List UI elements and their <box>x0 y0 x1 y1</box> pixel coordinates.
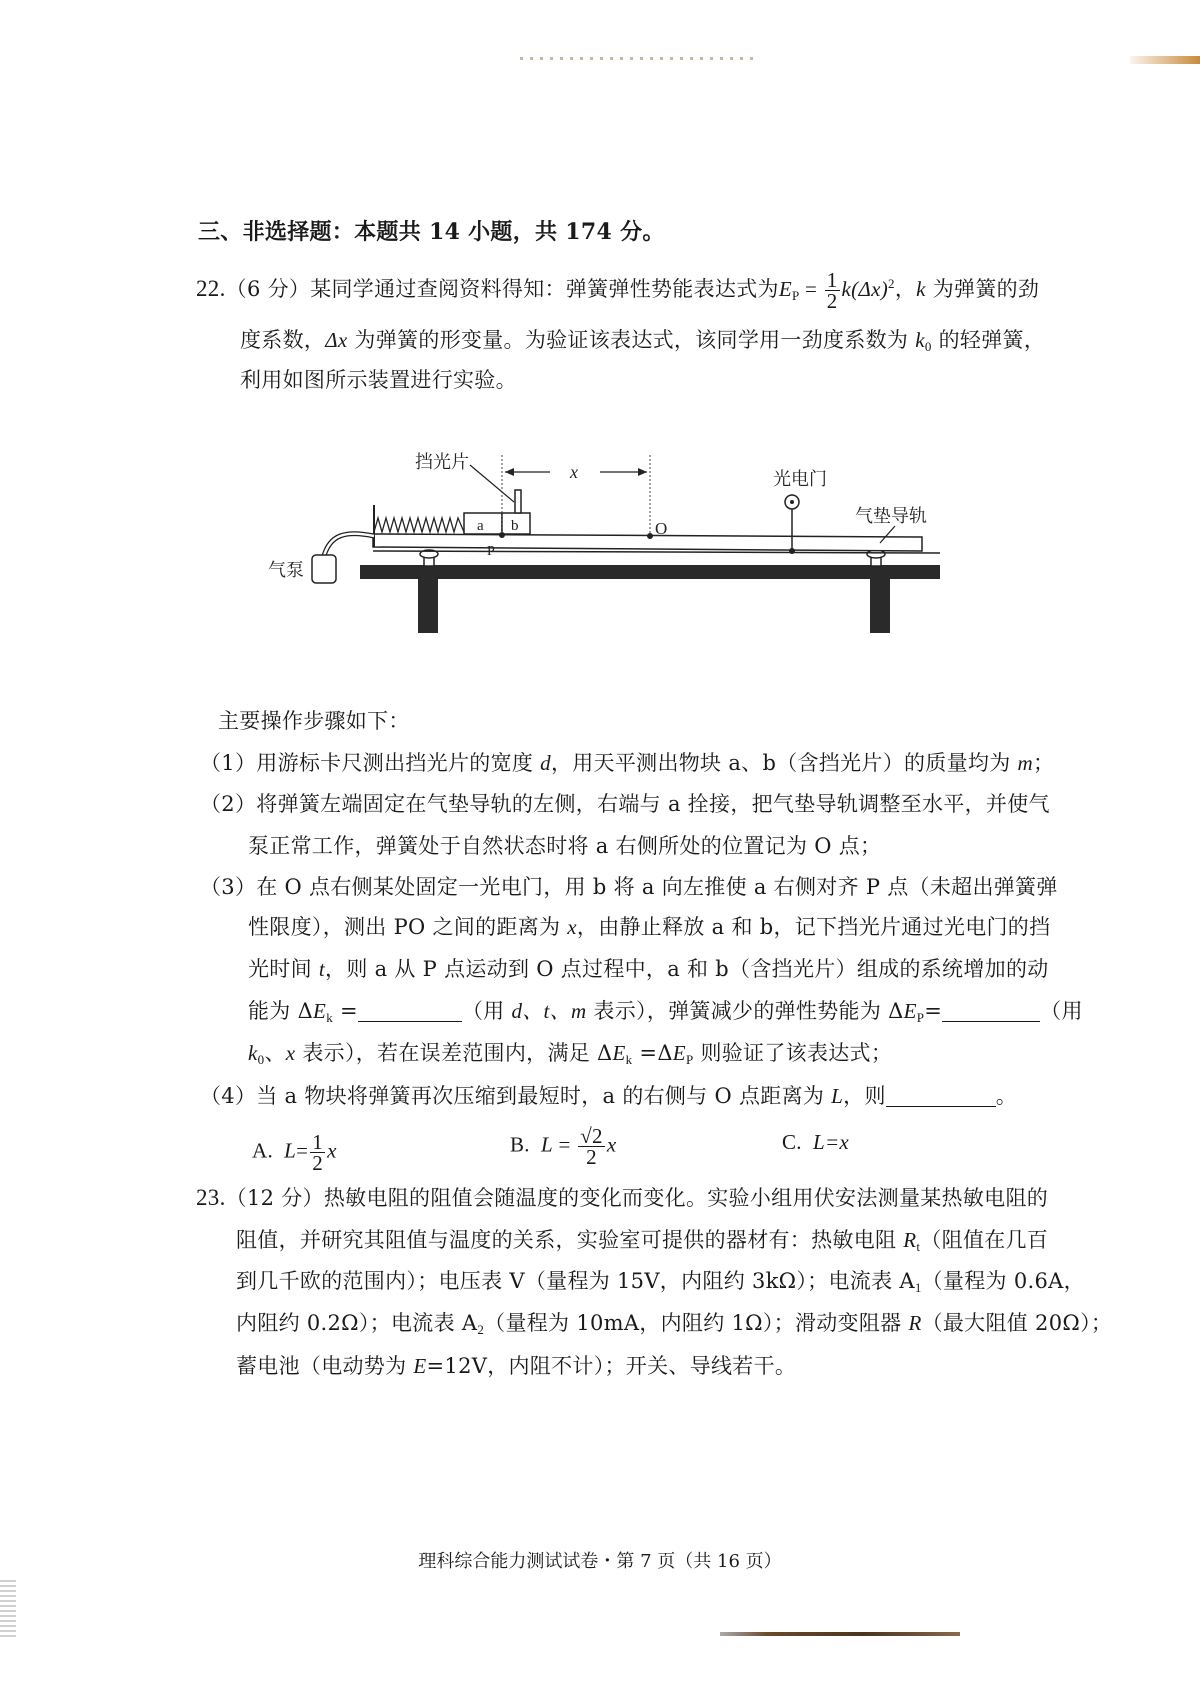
q23-line-4 <box>236 1309 1112 1344</box>
q22-line-2 <box>240 326 1045 361</box>
sub-P: P <box>916 1010 925 1025</box>
text: 将弹簧左端固定在气垫导轨的左侧，右端与 a 拴接，把气垫导轨调整至水平，并使气 <box>256 792 1050 816</box>
q23-line-1 <box>196 1184 1048 1212</box>
text: = <box>333 999 358 1023</box>
sub: 0 <box>924 339 932 354</box>
var-x: x <box>567 915 577 939</box>
fraction-num: 1 <box>312 1130 324 1154</box>
fraction-den: 2 <box>312 1151 324 1175</box>
block-a-label: a <box>477 518 484 534</box>
text: = <box>552 1132 577 1157</box>
step-num: （1） <box>200 751 257 775</box>
q22-line-1 <box>196 270 1039 311</box>
text: 当 a 物块将弹簧再次压缩到最短时，a 的右侧与 O 点距离为 <box>256 1084 832 1108</box>
text: 、 <box>264 1041 286 1065</box>
option-label: B. <box>510 1132 530 1157</box>
table-leg-right <box>870 579 890 633</box>
q23-line-3 <box>236 1267 1085 1302</box>
text: （最大阻值 20Ω）； <box>921 1311 1113 1335</box>
scan-artifact-left <box>0 1580 16 1640</box>
scan-artifact-bottom <box>720 1632 960 1636</box>
label-P: P <box>487 544 495 559</box>
text: （量程为 10mA，内阻约 1Ω）；滑动变阻器 <box>484 1311 909 1335</box>
table-top <box>360 565 940 579</box>
formula-sup: 2 <box>888 276 895 291</box>
air-hose <box>324 534 374 556</box>
text: （阻值在几百 <box>920 1228 1049 1252</box>
text: = <box>296 1138 309 1163</box>
text: ，用天平测出物块 a、b（含挡光片）的质量均为 <box>550 751 1018 775</box>
text: 内阻约 0.2Ω）；电流表 A <box>236 1311 478 1335</box>
q22-line-3: 利用如图所示装置进行实验。 <box>240 368 517 392</box>
step-4 <box>200 1082 1017 1110</box>
var-L: L <box>540 1132 553 1157</box>
point-O <box>647 533 653 539</box>
step-2-line-2: 泵正常工作，弹簧处于自然状态时将 a 右侧所处的位置记为 O 点； <box>248 834 882 858</box>
var-E: E <box>903 999 917 1023</box>
var-k: k <box>916 277 926 301</box>
section-title: 三、非选择题：本题共 14 小题，共 174 分。 <box>198 219 665 245</box>
scan-artifact-top-right <box>1130 56 1200 64</box>
label-x: x <box>570 462 578 482</box>
fraction <box>310 1132 325 1173</box>
q22-intro: 某同学通过查阅资料得知：弹簧弹性势能表达式为 <box>310 277 779 301</box>
q22-line1-tail: 为弹簧的劲 <box>925 277 1040 301</box>
sep: ， <box>894 277 917 301</box>
rail-support-left <box>420 550 438 566</box>
sub-t: t <box>916 1239 921 1254</box>
sub-k: k <box>326 1010 333 1025</box>
sub: 0 <box>257 1052 265 1067</box>
steps-title: 主要操作步骤如下： <box>218 709 410 733</box>
option-a[interactable] <box>252 1132 337 1173</box>
text: ，由静止释放 a 和 b，记下挡光片通过光电门的挡 <box>576 915 1051 939</box>
fraction-num: 1 <box>826 268 838 292</box>
scan-artifact-top <box>520 57 760 60</box>
fraction <box>578 1126 605 1167</box>
step-3-line-3 <box>248 955 1049 983</box>
text: 在 O 点右侧某处固定一光电门，用 b 将 a 向左推使 a 右侧对齐 P 点（未超出弹簧弹 <box>256 875 1058 899</box>
var-m: m <box>1017 751 1033 775</box>
text: =12V，内阻不计）；开关、导线若干。 <box>426 1354 797 1378</box>
sub-2: 2 <box>477 1322 485 1337</box>
sub-k: k <box>625 1052 633 1067</box>
formula-eq: = <box>799 277 823 301</box>
text: 热敏电阻的阻值会随温度的变化而变化。实验小组用伏安法测量某热敏电阻的 <box>323 1186 1049 1210</box>
label-photogate: 光电门 <box>773 469 827 490</box>
text: 。 <box>995 1084 1018 1108</box>
var-x: x <box>606 1132 617 1157</box>
text: （量程为 0.6A， <box>921 1269 1085 1293</box>
var-L: L <box>831 1084 844 1108</box>
step-2-line-1 <box>200 790 1050 818</box>
label-air-rail: 气垫导轨 <box>855 506 927 527</box>
var-E: E <box>413 1354 427 1378</box>
text: 用游标卡尺测出挡光片的宽度 <box>256 751 541 775</box>
vars: d、t、m <box>511 999 587 1023</box>
q23-line-5 <box>236 1352 796 1380</box>
experiment-figure <box>250 430 960 650</box>
text: =Δ <box>632 1041 673 1065</box>
page-footer: 理科综合能力测试试卷・第 7 页（共 16 页） <box>418 1551 782 1572</box>
step-3-line-5 <box>248 1039 892 1074</box>
q22-number: 22. <box>196 276 226 301</box>
var-x: x <box>327 1138 337 1163</box>
option-b[interactable] <box>510 1126 616 1167</box>
text: ，则 a 从 P 点运动到 O 点过程中，a 和 b（含挡光片）组成的系统增加的动 <box>325 957 1049 981</box>
block-b-label: b <box>511 518 519 534</box>
light-shield <box>515 490 521 513</box>
text: 表示），若在误差范围内，满足 Δ <box>295 1041 613 1065</box>
q22-score: （6 分） <box>225 277 311 301</box>
var-dx: Δx <box>325 328 348 352</box>
text: 为弹簧的形变量。为验证该表达式，该同学用一劲度系数为 <box>347 328 916 352</box>
text: 性限度），测出 PO 之间的距离为 <box>248 915 568 939</box>
text: = <box>924 999 943 1023</box>
q23-number: 23. <box>196 1185 226 1210</box>
option-text: L=x <box>812 1130 850 1154</box>
var-k0: k <box>915 328 925 352</box>
var-E: E <box>612 1041 626 1065</box>
label-light-shield: 挡光片 <box>415 452 469 473</box>
text: 光时间 <box>248 957 319 981</box>
option-label: A. <box>252 1138 274 1163</box>
var-E: E <box>313 999 327 1023</box>
var-E: E <box>672 1041 686 1065</box>
q23-line-2 <box>236 1226 1048 1261</box>
step-3-line-2 <box>248 913 1050 941</box>
step-3-line-1 <box>200 873 1058 901</box>
text: 表示），弹簧减少的弹性势能为 Δ <box>586 999 904 1023</box>
answer-blank-dEk[interactable] <box>358 999 462 1022</box>
formula-E: E <box>778 277 792 301</box>
text: 能为 Δ <box>248 999 314 1023</box>
formula-rest: k(Δx) <box>841 277 888 301</box>
fraction-den: 2 <box>586 1145 597 1169</box>
table-leg-left <box>418 579 438 633</box>
var-t: t <box>318 957 326 981</box>
var-x: x <box>285 1041 296 1065</box>
answer-blank-dEp[interactable] <box>942 999 1040 1022</box>
step-num: （3） <box>200 875 257 899</box>
step-3-line-4 <box>248 997 1083 1032</box>
text: 的轻弹簧， <box>931 328 1046 352</box>
fraction-den: 2 <box>826 289 838 313</box>
formula-fraction <box>825 270 840 311</box>
option-c[interactable] <box>782 1128 849 1156</box>
formula-E-sub: P <box>791 288 800 303</box>
var-L: L <box>284 1138 297 1163</box>
var-d: d <box>540 751 551 775</box>
text: 阻值，并研究其阻值与温度的关系，实验室可提供的器材有：热敏电阻 <box>236 1228 904 1252</box>
option-label: C. <box>782 1130 802 1154</box>
text: 则验证了该表达式； <box>693 1041 893 1065</box>
q23-score: （12 分） <box>225 1186 324 1210</box>
air-pump <box>312 555 336 583</box>
label-O: O <box>655 519 668 538</box>
text: 到几千欧的范围内）；电压表 V（量程为 15V，内阻约 3kΩ）；电流表 A <box>236 1269 915 1293</box>
text: 蓄电池（电动势为 <box>236 1354 414 1378</box>
answer-blank-step4[interactable] <box>886 1084 996 1107</box>
text: ，则 <box>843 1084 886 1108</box>
step-num: （4） <box>200 1084 257 1108</box>
step-num: （2） <box>200 792 257 816</box>
spring <box>374 518 464 532</box>
var-R: R <box>903 1228 917 1252</box>
text: （用 <box>1040 999 1083 1023</box>
text: （用 <box>461 999 512 1023</box>
var-R: R <box>908 1311 922 1335</box>
text: 度系数， <box>240 328 326 352</box>
text: ； <box>1032 751 1055 775</box>
sub-1: 1 <box>914 1280 922 1295</box>
var-k0: k <box>248 1041 258 1065</box>
label-air-pump: 气泵 <box>268 560 304 581</box>
step-1 <box>200 749 1054 777</box>
fraction-num: √2 <box>580 1124 603 1148</box>
sub-P: P <box>685 1052 694 1067</box>
